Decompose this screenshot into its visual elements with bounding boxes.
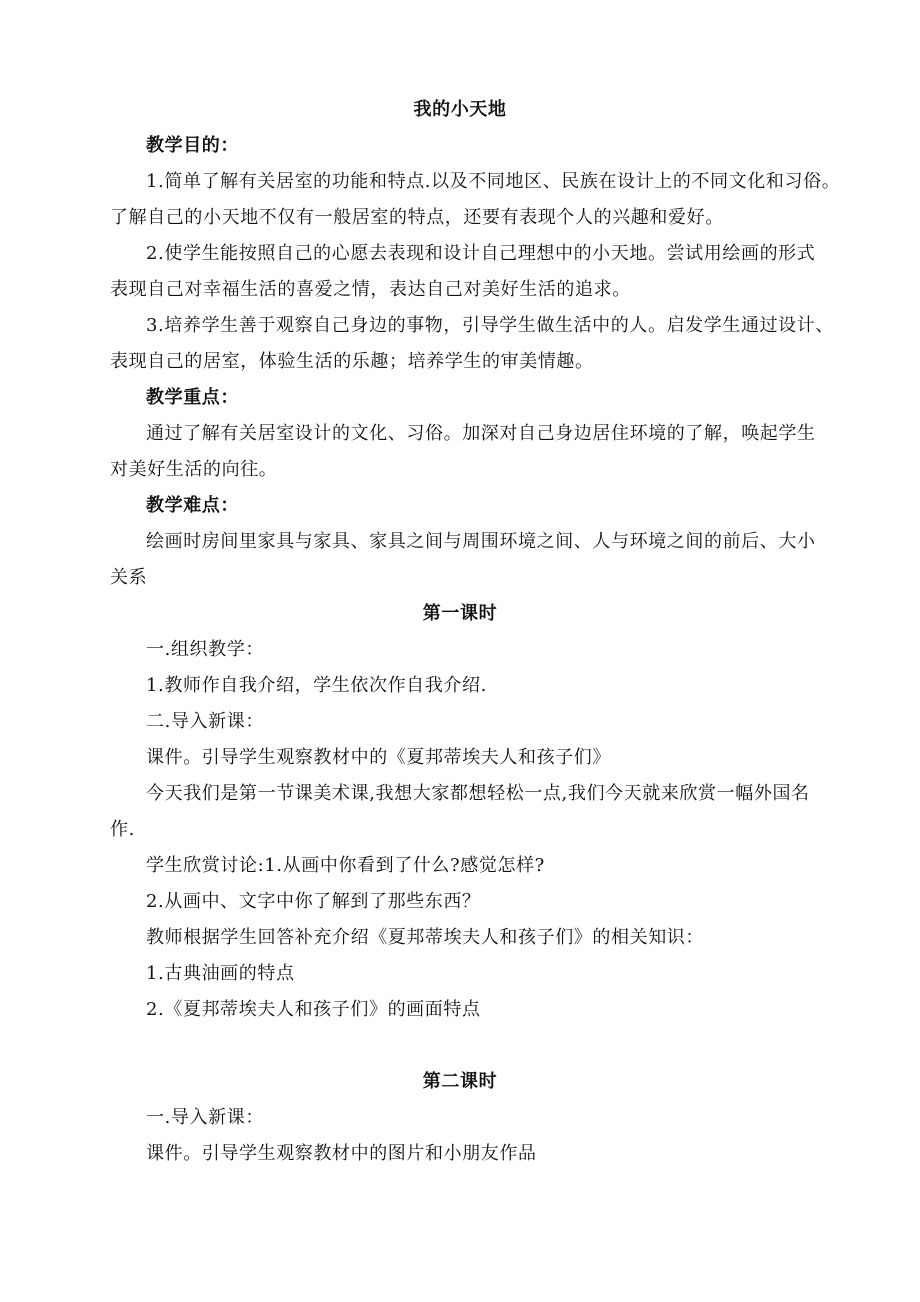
lesson-1-line: 2.《夏邦蒂埃夫人和孩子们》的画面特点: [146, 999, 481, 1020]
objective-1-line-2: 了解自己的小天地不仅有一般居室的特点，还要有表现个人的兴趣和爱好。: [110, 207, 724, 228]
lesson-2-line: 课件。引导学生观察教材中的图片和小朋友作品: [146, 1143, 537, 1164]
lesson-1-line: 1.古典油画的特点: [146, 963, 295, 984]
objectives-heading: 教学目的：: [146, 135, 239, 156]
lesson-1-line: 1.教师作自我介绍，学生依次作自我介绍.: [146, 675, 487, 696]
lesson-1-heading: 第一课时: [422, 603, 498, 624]
difficulties-line-1: 绘画时房间里家具与家具、家具之间与周围环境之间、人与环境之间的前后、大小: [146, 531, 816, 552]
objective-2-line-1: 2.使学生能按照自己的心愿去表现和设计自己理想中的小天地。尝试用绘画的形式: [146, 243, 816, 264]
objective-1-line-1: 1.简单了解有关居室的功能和特点.以及不同地区、民族在设计上的不同文化和习俗。: [146, 171, 841, 192]
lesson-1-line: 学生欣赏讨论:1.从画中你看到了什么?感觉怎样?: [146, 855, 545, 876]
key-points-line-2: 对美好生活的向往。: [110, 459, 278, 480]
lesson-2-line: 一.导入新课：: [146, 1107, 264, 1128]
lesson-1-line: 二.导入新课：: [146, 711, 264, 732]
difficulties-line-2: 关系: [110, 567, 148, 588]
lesson-2-heading: 第二课时: [422, 1071, 498, 1092]
difficulties-heading: 教学难点：: [146, 495, 239, 516]
page-title: 我的小天地: [413, 99, 507, 120]
lesson-1-line: 一.组织教学：: [146, 639, 264, 660]
lesson-1-line: 2.从画中、文字中你了解到了那些东西？: [146, 891, 481, 912]
lesson-1-line: 教师根据学生回答补充介绍《夏邦蒂埃夫人和孩子们》的相关知识：: [146, 927, 704, 948]
objective-2-line-2: 表现自己对幸福生活的喜爱之情，表达自己对美好生活的追求。: [110, 279, 631, 300]
lesson-1-line: 课件。引导学生观察教材中的《夏邦蒂埃夫人和孩子们》: [146, 747, 611, 768]
lesson-1-line: 作.: [110, 819, 135, 840]
key-points-line-1: 通过了解有关居室设计的文化、习俗。加深对自己身边居住环境的了解，唤起学生: [146, 423, 816, 444]
lesson-1-line: 今天我们是第一节课美术课,我想大家都想轻松一点,我们今天就来欣赏一幅外国名: [146, 783, 810, 804]
objective-3-line-2: 表现自己的居室，体验生活的乐趣；培养学生的审美情趣。: [110, 351, 594, 372]
key-points-heading: 教学重点：: [146, 387, 239, 408]
objective-3-line-1: 3.培养学生善于观察自己身边的事物，引导学生做生活中的人。启发学生通过设计、: [146, 315, 834, 336]
